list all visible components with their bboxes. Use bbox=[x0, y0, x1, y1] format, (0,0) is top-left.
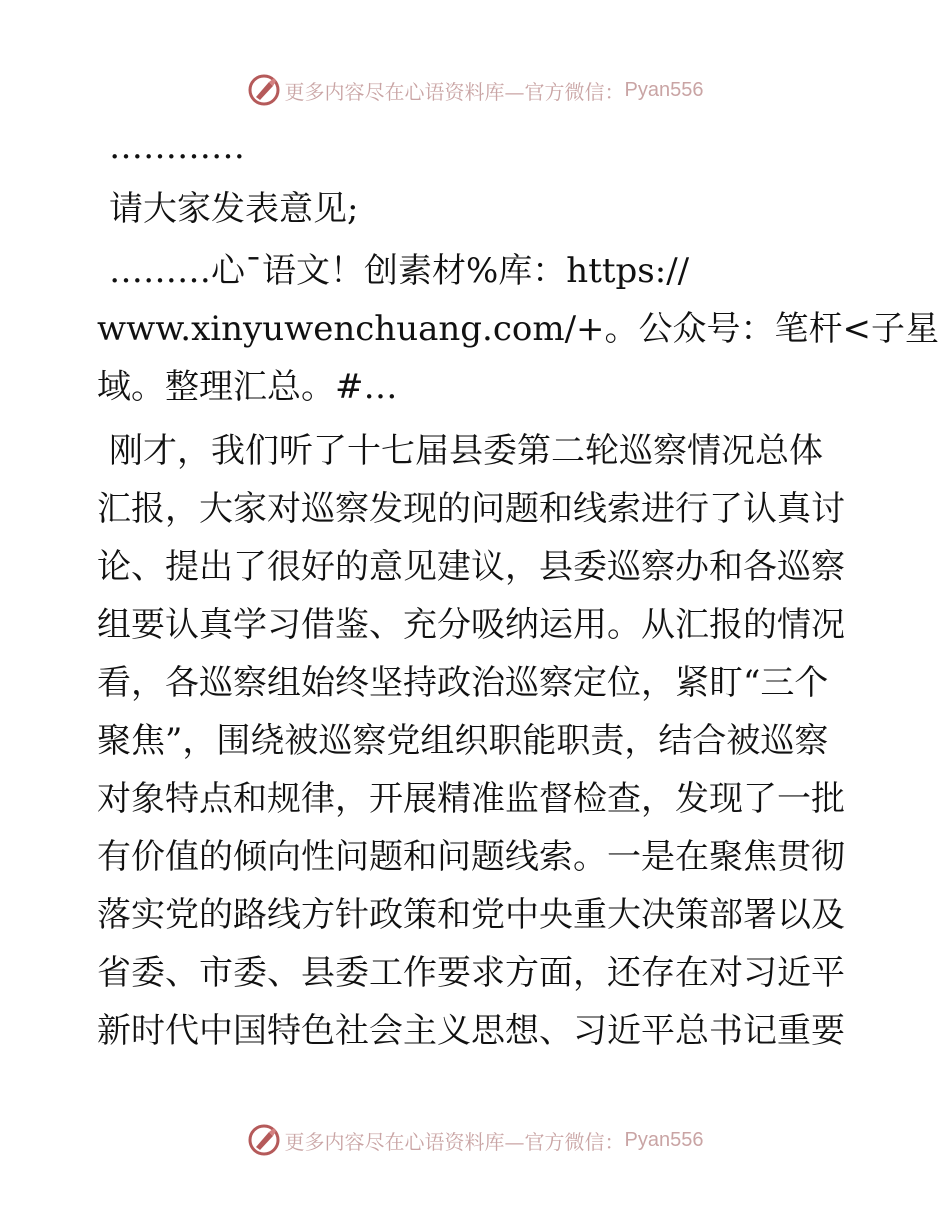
text-line: 域。整理汇总。#… bbox=[97, 367, 398, 407]
header-watermark bbox=[0, 70, 950, 110]
paragraph-line: 看，各巡察组始终坚持政治巡察定位，紧盯“三个 bbox=[97, 663, 829, 703]
paragraph-line: 汇报，大家对巡察发现的问题和线索进行了认真讨 bbox=[97, 489, 845, 529]
text-line: 请大家发表意见; bbox=[109, 189, 359, 229]
paragraph-line: 对象特点和规律，开展精准监督检查，发现了一批 bbox=[97, 779, 845, 819]
wechat-id: Pyan556 bbox=[624, 1128, 704, 1151]
pen-seal-icon bbox=[247, 73, 281, 107]
wechat-id: Pyan556 bbox=[624, 78, 704, 101]
pen-seal-icon bbox=[247, 1123, 281, 1157]
paragraph-line: 组要认真学习借鉴、充分吸纳运用。从汇报的情况 bbox=[97, 605, 845, 645]
paragraph-line: 论、提出了很好的意见建议，县委巡察办和各巡察 bbox=[97, 547, 845, 587]
paragraph-line: 落实党的路线方针政策和党中央重大决策部署以及 bbox=[97, 895, 845, 935]
document-body bbox=[97, 118, 940, 1060]
paragraph-line: 新时代中国特色社会主义思想、习近平总书记重要 bbox=[97, 1011, 845, 1051]
watermark-text: 更多内容尽在心语资料库—官方微信： bbox=[284, 1129, 625, 1154]
footer-watermark bbox=[0, 1120, 950, 1160]
paragraph-line: 刚才，我们听了十七届县委第二轮巡察情况总体 bbox=[109, 431, 823, 471]
paragraph-line: 聚焦”，围绕被巡察党组织职能职责，结合被巡察 bbox=[97, 721, 829, 761]
text-line: www.xinyuwenchuang.com/+。公众号：笔杆<子星 bbox=[97, 309, 940, 349]
paragraph-line: 有价值的倾向性问题和问题线索。一是在聚焦贯彻 bbox=[97, 837, 845, 877]
ellipsis-line: ………… bbox=[109, 127, 245, 167]
watermark-text: 更多内容尽在心语资料库—官方微信： bbox=[284, 79, 625, 104]
paragraph-line: 省委、市委、县委工作要求方面，还存在对习近平 bbox=[97, 953, 845, 993]
text-line: ………心¯语文！创素材%库：https:// bbox=[109, 251, 690, 291]
